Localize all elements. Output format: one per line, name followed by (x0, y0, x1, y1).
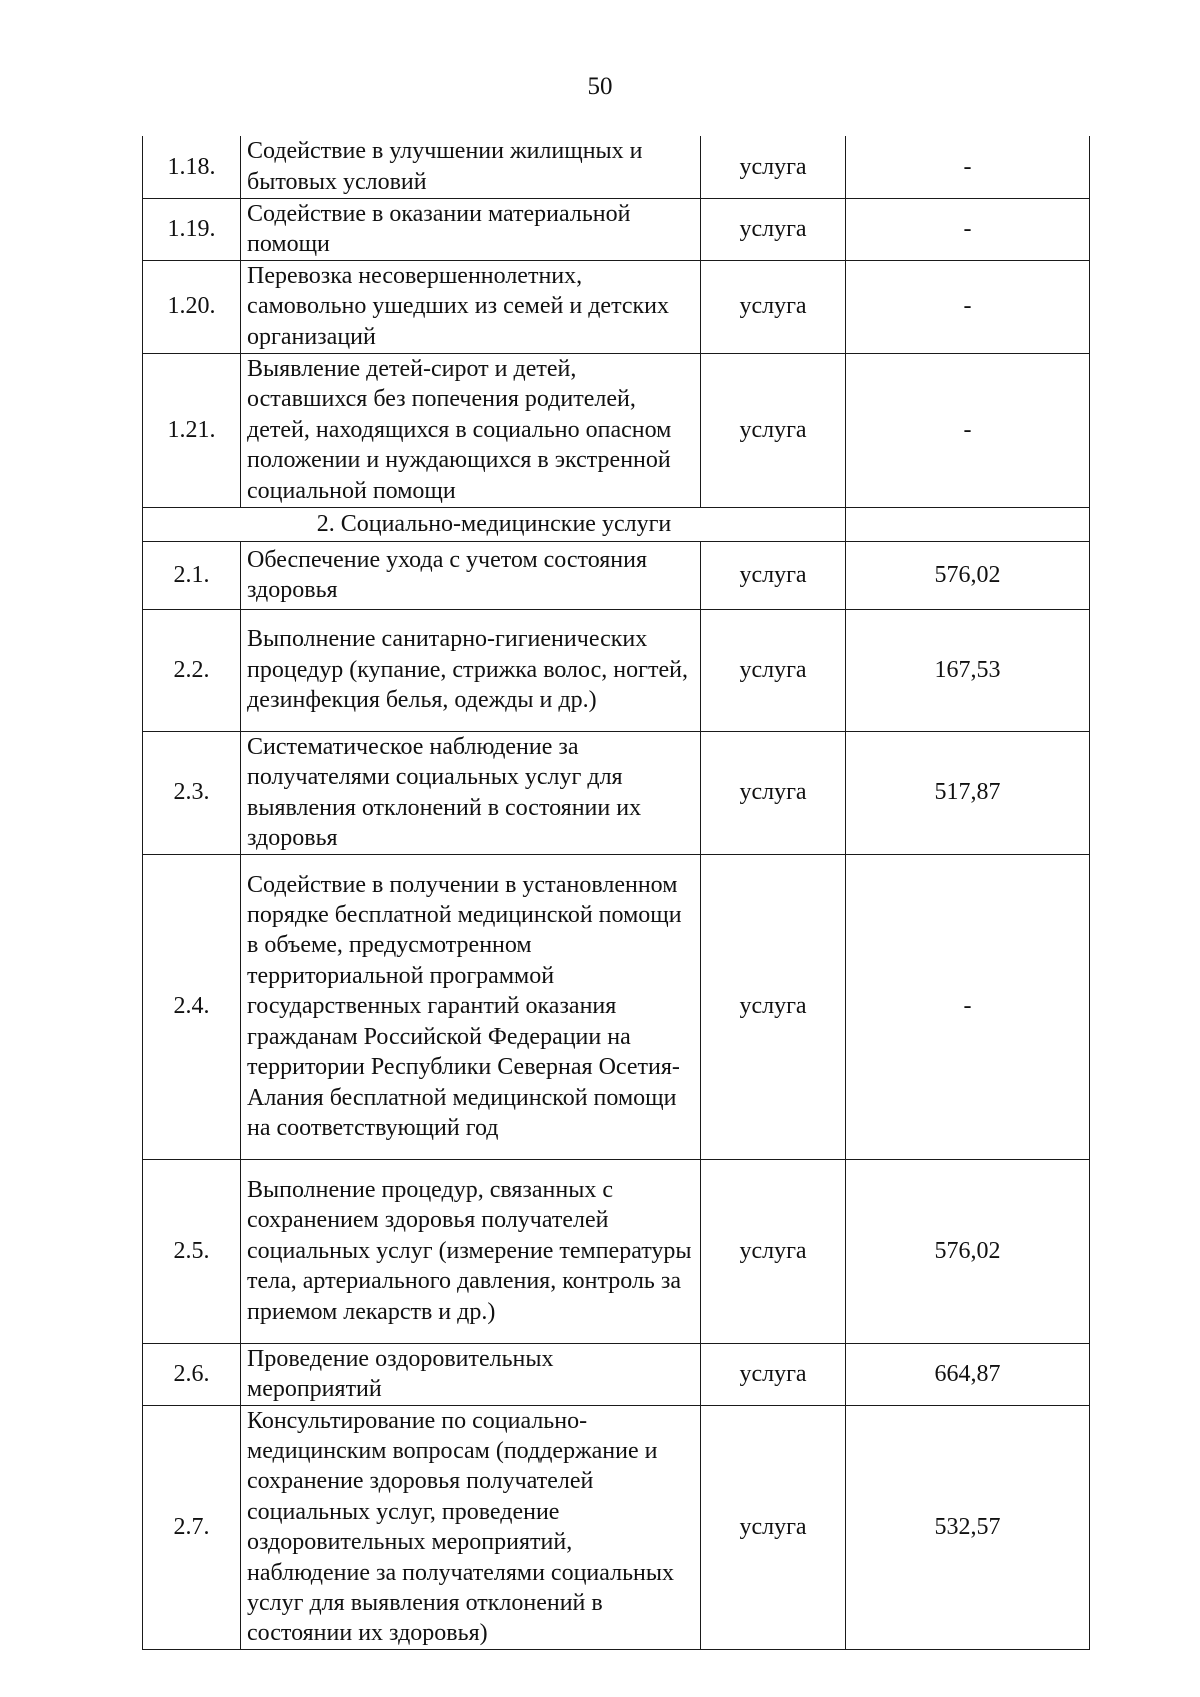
service-name: Перевозка несовершеннолетних, самовольно ушедших из семей и детских организаций (241, 260, 701, 353)
table-row (143, 198, 1090, 260)
service-price: - (846, 198, 1090, 260)
row-number: 1.18. (143, 136, 241, 198)
service-price: 664,87 (846, 1343, 1090, 1405)
row-number: 2.1. (143, 541, 241, 609)
row-number: 2.5. (143, 1159, 241, 1343)
service-unit: услуга (701, 1159, 846, 1343)
services-table (142, 136, 1090, 1650)
row-number: 2.3. (143, 731, 241, 854)
service-name: Выполнение санитарно-гигиенических процедур (купание, стрижка волос, ногтей, дезинфекция белья, одежды и др.) (241, 609, 701, 731)
row-number: 2.4. (143, 854, 241, 1159)
service-name: Содействие в получении в установленном порядке бесплатной медицинской помощи в объеме, предусмотренном территориальной программой государственных гарантий оказания гражданам Российской Федерации на территории Республики Северная Осетия-Алания бесплатной медицинской помощи на соответствующий год (241, 854, 701, 1159)
service-unit: услуга (701, 1405, 846, 1649)
table-row (143, 731, 1090, 854)
table-row (143, 854, 1090, 1159)
table-row (143, 136, 1090, 198)
service-unit: услуга (701, 609, 846, 731)
table-row (143, 609, 1090, 731)
section-empty-cell (846, 507, 1090, 541)
row-number: 1.20. (143, 260, 241, 353)
table-row (143, 541, 1090, 609)
service-price: - (846, 260, 1090, 353)
page-number: 50 (587, 73, 613, 100)
table-row (143, 1405, 1090, 1649)
service-price: - (846, 854, 1090, 1159)
table-row (143, 1343, 1090, 1405)
table-row (143, 260, 1090, 353)
service-unit: услуга (701, 198, 846, 260)
section-header-row (143, 507, 1090, 541)
row-number: 2.6. (143, 1343, 241, 1405)
row-number: 2.7. (143, 1405, 241, 1649)
service-price: - (846, 136, 1090, 198)
service-price: 532,57 (846, 1405, 1090, 1649)
service-name: Содействие в улучшении жилищных и бытовых условий (241, 136, 701, 198)
service-unit: услуга (701, 541, 846, 609)
row-number: 1.21. (143, 353, 241, 507)
table-row (143, 353, 1090, 507)
service-name: Выполнение процедур, связанных с сохранением здоровья получателей социальных услуг (измерение температуры тела, артериального давления, контроль за приемом лекарств и др.) (241, 1159, 701, 1343)
section-title: 2. Социально-медицинские услуги (143, 507, 846, 541)
service-price: 517,87 (846, 731, 1090, 854)
table-row (143, 1159, 1090, 1343)
service-unit: услуга (701, 731, 846, 854)
service-price: 167,53 (846, 609, 1090, 731)
service-name: Систематическое наблюдение за получателями социальных услуг для выявления отклонений в состоянии их здоровья (241, 731, 701, 854)
service-unit: услуга (701, 353, 846, 507)
service-name: Консультирование по социально-медицинским вопросам (поддержание и сохранение здоровья получателей социальных услуг, проведение оздоровительных мероприятий, наблюдение за получателями социальных услуг для выявления отклонений в состоянии их здоровья) (241, 1405, 701, 1649)
service-unit: услуга (701, 136, 846, 198)
service-price: 576,02 (846, 541, 1090, 609)
service-price: - (846, 353, 1090, 507)
service-price: 576,02 (846, 1159, 1090, 1343)
service-name: Содействие в оказании материальной помощи (241, 198, 701, 260)
service-name: Выявление детей-сирот и детей, оставшихся без попечения родителей, детей, находящихся в социально опасном положении и нуждающихся в экстренной социальной помощи (241, 353, 701, 507)
service-unit: услуга (701, 260, 846, 353)
service-unit: услуга (701, 1343, 846, 1405)
service-name: Проведение оздоровительных мероприятий (241, 1343, 701, 1405)
service-unit: услуга (701, 854, 846, 1159)
row-number: 1.19. (143, 198, 241, 260)
row-number: 2.2. (143, 609, 241, 731)
service-name: Обеспечение ухода с учетом состояния здоровья (241, 541, 701, 609)
